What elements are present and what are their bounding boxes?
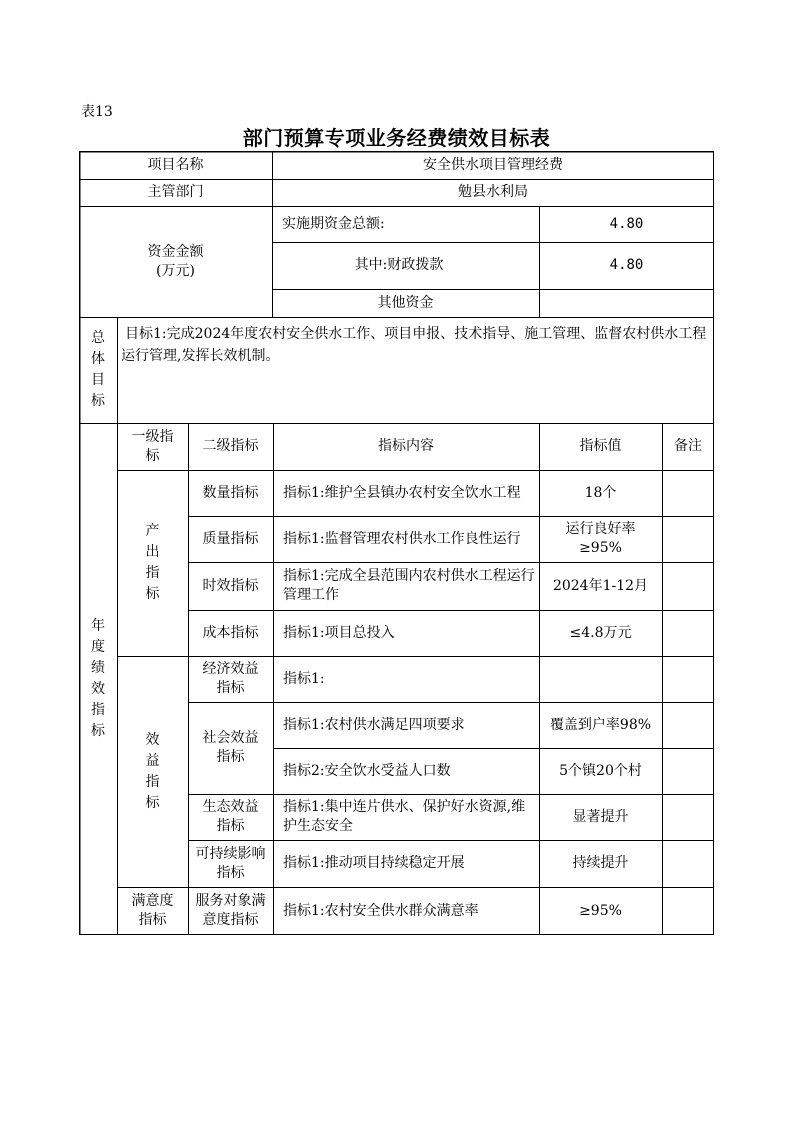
project-name-label: 项目名称	[147, 156, 204, 173]
row-quantity-value: 18个	[584, 484, 617, 501]
row-social-content-2: 指标2:安全饮水受益人口数	[283, 762, 451, 779]
row-ecological-content: 指标1:集中连片供水、保护好水资源,维护生态安全	[283, 799, 526, 834]
funding-label	[79, 206, 272, 317]
row-satisfaction-content: 指标1:农村安全供水群众满意率	[283, 902, 479, 919]
benefit-indicators-label-text: 效益指标	[145, 731, 160, 811]
total-funding-value: 4.80	[609, 215, 644, 232]
performance-table	[79, 151, 714, 935]
row-quantity-remark	[662, 470, 714, 516]
header-remark: 备注	[674, 438, 702, 454]
table-number: 表13	[81, 104, 113, 120]
row-timeliness-content: 指标1:完成全县范围内农村供水工程运行管理工作	[283, 568, 535, 603]
total-funding-label: 实施期资金总额:	[282, 215, 385, 232]
row-social-content-1: 指标1:农村供水满足四项要求	[283, 716, 465, 733]
row-sustainability-level2	[188, 840, 273, 887]
header-level1-text: 一级指标	[131, 428, 174, 464]
satisfaction-indicators-label-text: 满意度指标	[131, 893, 174, 928]
row-satisfaction-level2-text: 服务对象满意度指标	[195, 893, 266, 928]
row-quality-level2: 质量指标	[202, 530, 259, 547]
row-social-value-2: 5个镇20个村	[559, 762, 642, 779]
row-sustainability-content: 指标1:推动项目持续稳定开展	[283, 855, 465, 871]
row-ecological-level2	[188, 794, 273, 840]
annual-indicators-label	[79, 423, 117, 935]
fiscal-funding-label	[272, 242, 539, 289]
row-satisfaction-value: ≥95%	[579, 902, 622, 919]
row-quantity-level2: 数量指标	[202, 484, 259, 501]
fiscal-funding-value: 4.80	[609, 257, 644, 273]
row-ecological-level2-text: 生态效益指标	[202, 799, 259, 834]
other-funding-label: 其他资金	[377, 294, 434, 311]
overall-goal-text: 目标1:完成2024年度农村安全供水工作、项目申报、技术指导、施工管理、监督农村供水工程运行管理,发挥长效机制。	[121, 326, 707, 364]
row-quality-remark	[662, 516, 714, 562]
output-indicators-label-text: 产出指标	[145, 523, 160, 602]
department-label: 主管部门	[147, 184, 204, 200]
row-cost-level2: 成本指标	[202, 624, 259, 641]
row-quantity-content: 指标1:维护全县镇办农村安全饮水工程	[283, 484, 521, 501]
page-title: 部门预算专项业务经费绩效目标表	[242, 126, 551, 150]
header-level1	[117, 423, 188, 470]
row-social-level2-text: 社会效益指标	[202, 730, 259, 765]
row-quality-content: 指标1:监督管理农村供水工作良性运行	[283, 530, 521, 547]
department-value: 勉县水利局	[458, 184, 528, 200]
header-content: 指标内容	[378, 438, 434, 454]
project-name-value: 安全供水项目管理经费	[423, 156, 563, 173]
row-social-remark-2	[662, 748, 714, 794]
row-ecological-value: 显著提升	[572, 808, 629, 825]
row-sustainability-level2-text: 可持续影响指标	[195, 845, 266, 881]
row-social-remark-1	[662, 702, 714, 748]
row-economic-level2-text: 经济效益指标	[202, 661, 259, 696]
row-economic-level2	[188, 656, 273, 702]
row-timeliness-level2: 时效指标	[202, 577, 259, 594]
header-value: 指标值	[579, 438, 622, 454]
row-economic-content: 指标1:	[283, 670, 325, 687]
funding-label-line2: (万元)	[156, 262, 195, 279]
overall-goal-label-text: 总体目标	[91, 330, 105, 409]
row-social-level2	[188, 702, 273, 794]
row-economic-value	[539, 656, 662, 702]
row-cost-value: ≤4.8万元	[569, 624, 632, 641]
row-quality-value: 运行良好率≥95%	[565, 521, 636, 556]
funding-label-line1: 资金金额	[147, 243, 204, 260]
benefit-indicators-label	[117, 656, 188, 887]
row-timeliness-value: 2024年1-12月	[552, 577, 649, 594]
fiscal-funding-label-text: 其中:财政拨款	[354, 257, 444, 273]
row-social-value-1: 覆盖到户率98%	[549, 716, 652, 733]
other-funding-value	[539, 289, 714, 317]
row-economic-remark	[662, 656, 714, 702]
output-indicators-label	[117, 470, 188, 656]
header-level2: 二级指标	[202, 438, 259, 454]
row-satisfaction-level2	[188, 887, 273, 935]
satisfaction-indicators-label	[117, 887, 188, 935]
row-cost-remark	[662, 610, 714, 656]
row-sustainability-value: 持续提升	[572, 855, 629, 871]
row-cost-content: 指标1:项目总投入	[283, 624, 395, 641]
overall-goal-label	[79, 317, 117, 423]
annual-indicators-label-text: 年度绩效指标	[91, 618, 105, 739]
row-ecological-remark	[662, 794, 714, 840]
row-sustainability-remark	[662, 840, 714, 887]
row-timeliness-remark	[662, 562, 714, 610]
row-satisfaction-remark	[662, 887, 714, 935]
